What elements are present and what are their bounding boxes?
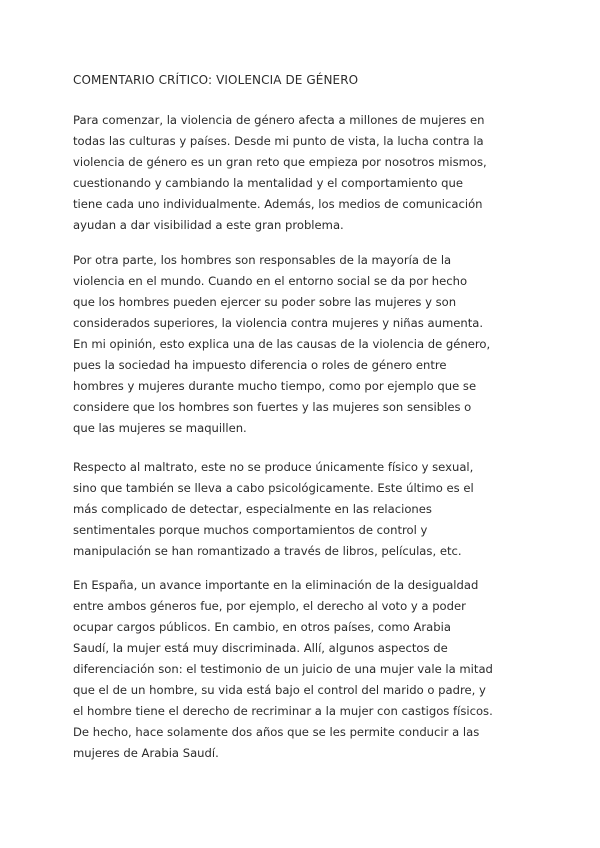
paragraph-line: el hombre tiene el derecho de recriminar a la mujer con castigos físicos. [73,704,493,718]
paragraph-line: ayudan a dar visibilidad a este gran problema. [73,218,344,232]
paragraph-responsibility [73,250,533,439]
paragraph-line: diferenciación son: el testimonio de un juicio de una mujer vale la mitad [73,662,493,676]
paragraph-line: En mi opinión, esto explica una de las causas de la violencia de género, [73,337,491,351]
paragraph-line: violencia de género es un gran reto que empieza por nosotros mismos, [73,155,487,169]
paragraph-line: Para comenzar, la violencia de género afecta a millones de mujeres en [73,113,485,127]
document-title: COMENTARIO CRÍTICO: VIOLENCIA DE GÉNERO [73,73,359,87]
paragraph-intro [73,110,533,236]
paragraph-line: cuestionando y cambiando la mentalidad y el comportamiento que [73,176,463,190]
paragraph-line: más complicado de detectar, especialmente en las relaciones [73,502,432,516]
paragraph-line: que los hombres pueden ejercer su poder sobre las mujeres y son [73,295,457,309]
paragraph-line: Respecto al maltrato, este no se produce únicamente físico y sexual, [73,460,474,474]
paragraph-line: ocupar cargos públicos. En cambio, en otros países, como Arabia [73,620,451,634]
paragraph-line: En España, un avance importante en la eliminación de la desigualdad [73,578,479,592]
paragraph-line: violencia en el mundo. Cuando en el entorno social se da por hecho [73,274,468,288]
paragraph-line: Por otra parte, los hombres son responsables de la mayoría de la [73,253,452,267]
paragraph-abuse [73,457,533,562]
paragraph-line: Saudí, la mujer está muy discriminada. Allí, algunos aspectos de [73,641,448,655]
paragraph-line: hombres y mujeres durante mucho tiempo, como por ejemplo que se [73,379,477,393]
paragraph-line: considerados superiores, la violencia contra mujeres y niñas aumenta. [73,316,484,330]
paragraph-line: sentimentales porque muchos comportamientos de control y [73,523,428,537]
paragraph-line: mujeres de Arabia Saudí. [73,746,219,760]
paragraph-line: sino que también se lleva a cabo psicológicamente. Este último es el [73,481,474,495]
paragraph-spain-saudi [73,575,533,764]
paragraph-line: De hecho, hace solamente dos años que se les permite conducir a las [73,725,480,739]
paragraph-line: pues la sociedad ha impuesto diferencia o roles de género entre [73,358,447,372]
paragraph-line: manipulación se han romantizado a través de libros, películas, etc. [73,544,462,558]
paragraph-line: que las mujeres se maquillen. [73,421,247,435]
paragraph-line: que el de un hombre, su vida está bajo el control del marido o padre, y [73,683,486,697]
paragraph-line: todas las culturas y países. Desde mi punto de vista, la lucha contra la [73,134,484,148]
paragraph-line: tiene cada uno individualmente. Además, los medios de comunicación [73,197,483,211]
paragraph-line: entre ambos géneros fue, por ejemplo, el derecho al voto y a poder [73,599,466,613]
paragraph-line: considere que los hombres son fuertes y las mujeres son sensibles o [73,400,472,414]
